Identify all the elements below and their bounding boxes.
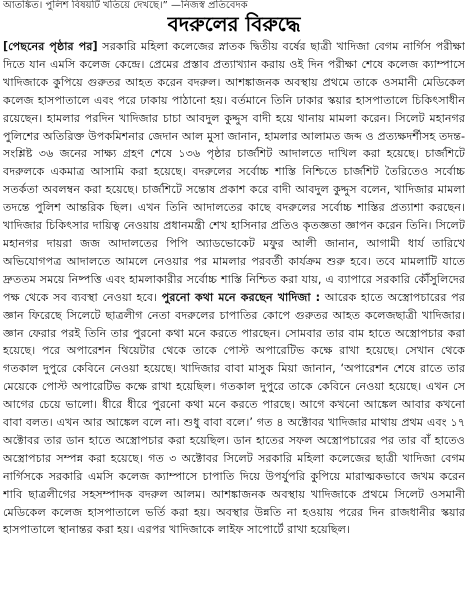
article-body xyxy=(3,38,465,592)
article-text-part-2: আরেক হাতে অস্ত্রোপচারের পর জ্ঞান ফিরেছে সিলেটে ছাত্রলীগ নেতা বদরুলের চাপাতির কোপে গুরুতর আহত কলেজছাত্রী খাদিজার। জ্ঞান ফেরার পরই তিনি তার পুরনো কথা মনে করতে পারছেন। সোমবার তার বাম হাতে অস্ত্রোপচার করা হয়েছে। পরে অপারেশন থিয়েটার থেকে তাকে পোস্ট অপারেটিভ কক্ষে রাখা হয়েছে। সেখান থেকে গতকাল দুপুরে কেবিনে নেওয়া হয়েছে। খাদিজার বাবা মাসুক মিয়া জানান, ‘অপারেশন শেষে রাতে তার মেয়েকে পোস্ট অপারেটিভ কক্ষে রাখা হয়েছিল। গতকাল দুপুরে তাকে কেবিনে নেওয়া হয়েছে। এখন সে আগের চেয়ে ভালো। ধীরে ধীরে পুরনো কথা মনে করতে পারছে। আগে কখনো আঙ্কেল আবার কখনো বাবা বলত। এখন আর আঙ্কেল বলে না। শুধু বাবা বলে।’ গত ৪ অক্টোবর খাদিজার মাথায় প্রথম এবং ১৭ অক্টোবর তার ডান হাতে অস্ত্রোপচার করা হয়েছিল। ডান হাতের সফল অস্ত্রোপচারের পর তার বাঁ হাতেও অস্ত্রোপচার সম্পন্ন করা হয়েছে। গত ৩ অক্টোবর সিলেট সরকারি মহিলা কলেজের ছাত্রী খাদিজা বেগম নার্গিসকে সরকারি এমসি কলেজ ক্যাম্পাসে চাপাতি দিয়ে উপর্যুপরি কুপিয়ে মারাত্মকভাবে জখম করেন শাবি ছাত্রলীগের সহসম্পাদক বদরুল আলম। আশঙ্কাজনক অবস্থায় খাদিজাকে প্রথমে সিলেট ওসমানী মেডিকেল কলেজ হাসপাতালে ভর্তি করা হয়। অবস্থার উন্নতি না হওয়ায় পরের দিন রাজধানীর স্কয়ার হাসপাতালে স্থানান্তর করা হয়। এরপর খাদিজাকে লাইফ সাপোর্টে রাখা হয়েছিল। xyxy=(3,290,465,537)
continued-from-label: [পেছনের পৃষ্ঠার পর] xyxy=(3,40,98,53)
article-text-part-1: সরকারি মহিলা কলেজের স্নাতক দ্বিতীয় বর্ষের ছাত্রী খাদিজা বেগম নার্গিস পরীক্ষা দিতে যান এমসি কলেজ কেন্দ্রে। প্রেমের প্রস্তাব প্রত্যাখ্যান করায় ওই দিন পরীক্ষা শেষে কলেজ ক্যাম্পাসে খাদিজাকে কুপিয়ে গুরুতর আহত করেন বদরুল। আশঙ্কাজনক অবস্থায় প্রথমে তাকে ওসমানী মেডিকেল কলেজ হাসপাতালে এবং পরে ঢাকায় পাঠানো হয়। বর্তমানে তিনি ঢাকার স্কয়ার হাসপাতালে চিকিৎসাধীন রয়েছেন। হামলার পরদিন খাদিজার চাচা আবদুল কুদ্দুস বাদী হয়ে থানায় মামলা করেন। সিলেট মহানগর পুলিশের অতিরিক্ত উপকমিশনার জেদান আল মুসা জানান, হামলার আলামত জব্দ ও প্রত্যক্ষদর্শীসহ তদন্ত-সংশ্লিষ্ট ৩৬ জনের সাক্ষ্য গ্রহণ শেষে ১৩৬ পৃষ্ঠার চার্জশিট আদালতে দাখিল করা হয়েছে। চার্জশিটে বদরুলকে একমাত্র আসামি করা হয়েছে। বদরুলের সর্বোচ্চ শাস্তি নিশ্চিতে চার্জশিট তৈরিতেও সর্বোচ্চ সতর্কতা অবলম্বন করা হয়েছে। চার্জশিটে সন্তোষ প্রকাশ করে বাদী আবদুল কুদ্দুস বলেন, খাদিজার মামলা তদন্তে পুলিশ আন্তরিক ছিল। এখন তিনি আদালতের কাছে বদরুলের সর্বোচ্চ শাস্তির প্রত্যাশা করছেন। খাদিজার চিকিৎসার দায়িত্ব নেওয়ায় প্রধানমন্ত্রী শেখ হাসিনার প্রতিও কৃতজ্ঞতা জ্ঞাপন করেন তিনি। সিলেট মহানগর দায়রা জজ আদালতের পিপি অ্যাডভোকেট মফুর আলী জানান, আগামী ধার্য তারিখে অভিযোগপত্র আদালতে আমলে নেওয়ার পর মামলার পরবর্তী কার্যক্রম শুরু হবে। তবে মামলাটি যাতে দ্রুততম সময়ে নিষ্পত্তি এবং হামলাকারীর সর্বোচ্চ শাস্তি নিশ্চিত করা যায়, এ ব্যাপারে সরকারি কৌঁসুলিদের পক্ষ থেকে সব ব্যবস্থা নেওয়া হবে। xyxy=(3,40,465,304)
headline: বদরুলের বিরুদ্ধে xyxy=(167,12,301,36)
article-paragraph xyxy=(3,38,465,539)
subheading: পুরনো কথা মনে করছেন খাদিজা : xyxy=(161,290,321,304)
previous-article-tail: আতঙ্কিত। পুলিশ বিষয়টি খতিয়ে দেখছে।” —নিজস্ব প্রতিবেদক xyxy=(3,0,248,11)
